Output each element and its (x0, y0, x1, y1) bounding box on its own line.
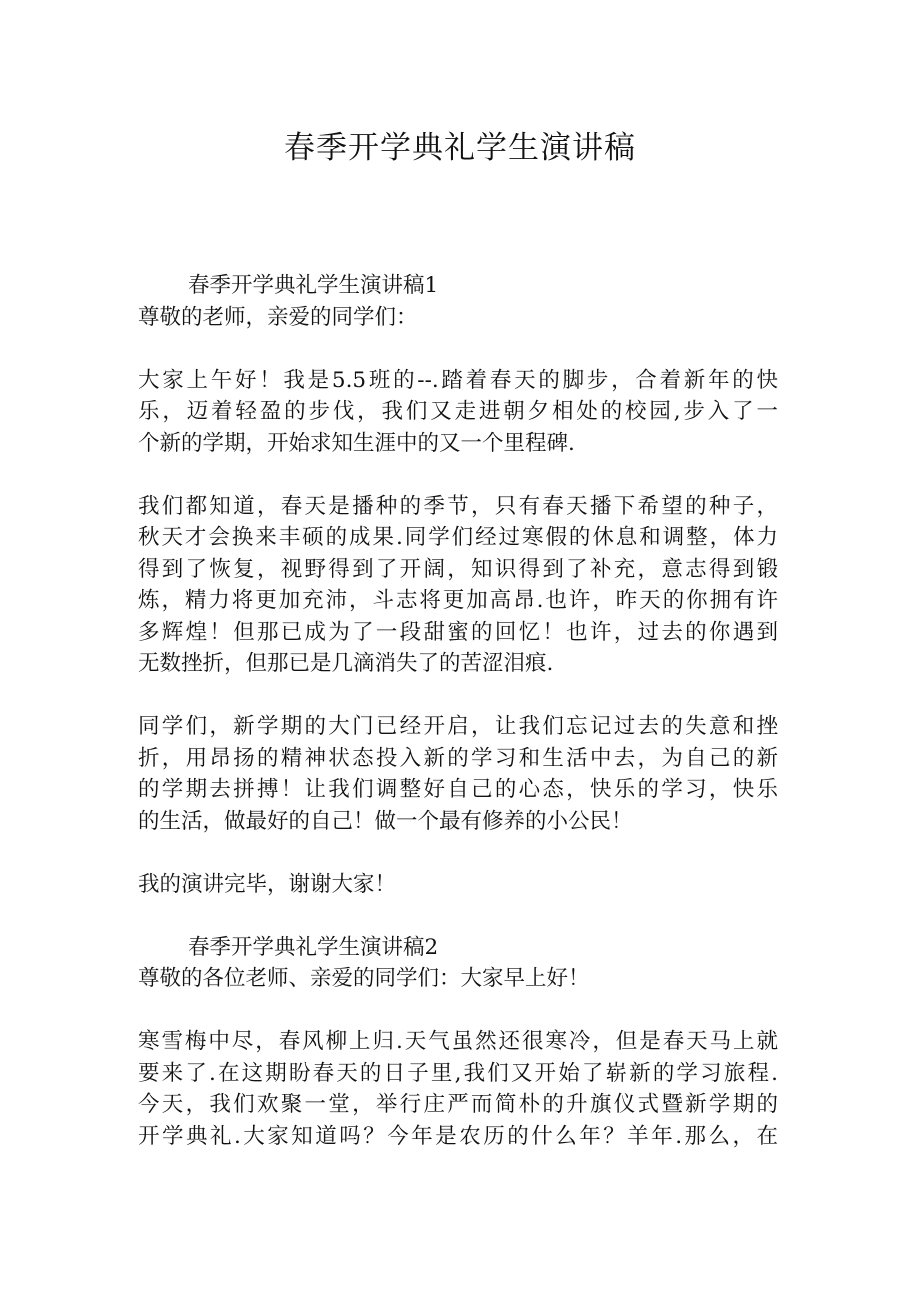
paragraph-gap (138, 333, 778, 365)
speech1-closing: 我的演讲完毕，谢谢大家！ (138, 871, 397, 897)
text-line: 折，用昂扬的精神状态投入新的学习和生活中去，为自己的新 (138, 745, 778, 771)
speech1-salutation: 尊敬的老师，亲爱的同学们： (138, 304, 418, 330)
document-title: 春季开学典礼学生演讲稿 (284, 130, 636, 166)
text-line: 多辉煌！但那已成为了一段甜蜜的回忆！也许，过去的你遇到 (138, 619, 778, 645)
speech1-paragraph-3 (138, 711, 778, 837)
text-line: 无数挫折，但那已是几滴消失了的苦涩泪痕. (138, 651, 554, 676)
text-line: 今天，我们欢聚一堂，举行庄严而简朴的升旗仪式暨新学期的 (138, 1092, 778, 1117)
speech1-paragraph-1 (138, 365, 778, 460)
text-line: 秋天才会换来丰硕的成果.同学们经过寒假的休息和调整，体力 (138, 525, 778, 550)
text-line: 开学典礼.大家知道吗？今年是农历的什么年？羊年.那么，在 (138, 1123, 778, 1149)
text-line: 的生活，做最好的自己！做一个最有修养的小公民！ (138, 808, 633, 834)
text-line: 的学期去拼搏！让我们调整好自己的心态，快乐的学习，快乐 (138, 777, 778, 802)
speech2-salutation: 尊敬的各位老师、亲爱的同学们：大家早上好！ (138, 966, 590, 991)
text-line: 个新的学期，开始求知生涯中的又一个里程碑. (138, 430, 575, 456)
text-line: 大家上午好！我是5.5班的--.踏着春天的脚步，合着新年的快 (138, 367, 778, 393)
text-line: 我们都知道，春天是播种的季节，只有春天播下希望的种子， (138, 493, 778, 519)
paragraph-gap (138, 995, 778, 1027)
paragraph-gap (138, 900, 778, 932)
text-line: 得到了恢复，视野得到了开阔，知识得到了补充，意志得到锻 (138, 556, 778, 582)
speech1-paragraph-2 (138, 491, 778, 680)
paragraph-gap (138, 459, 778, 491)
text-line: 要来了.在这期盼春天的日子里,我们又开始了崭新的学习旅程. (138, 1060, 778, 1086)
text-line: 寒雪梅中尽，春风柳上归.天气虽然还很寒冷，但是春天马上就 (138, 1029, 778, 1054)
text-line: 乐，迈着轻盈的步伐，我们又走进朝夕相处的校园,步入了一 (138, 399, 778, 424)
speech2-paragraph-1 (138, 1026, 778, 1152)
text-line: 炼，精力将更加充沛，斗志将更加高昂.也许，昨天的你拥有许 (138, 588, 778, 613)
text-line: 同学们，新学期的大门已经开启，让我们忘记过去的失意和挫 (138, 714, 778, 739)
paragraph-gap (138, 837, 778, 869)
speech2-heading: 春季开学典礼学生演讲稿2 (188, 934, 439, 960)
speech1-heading: 春季开学典礼学生演讲稿1 (188, 273, 439, 298)
document-body (138, 270, 778, 1152)
paragraph-gap (138, 680, 778, 712)
